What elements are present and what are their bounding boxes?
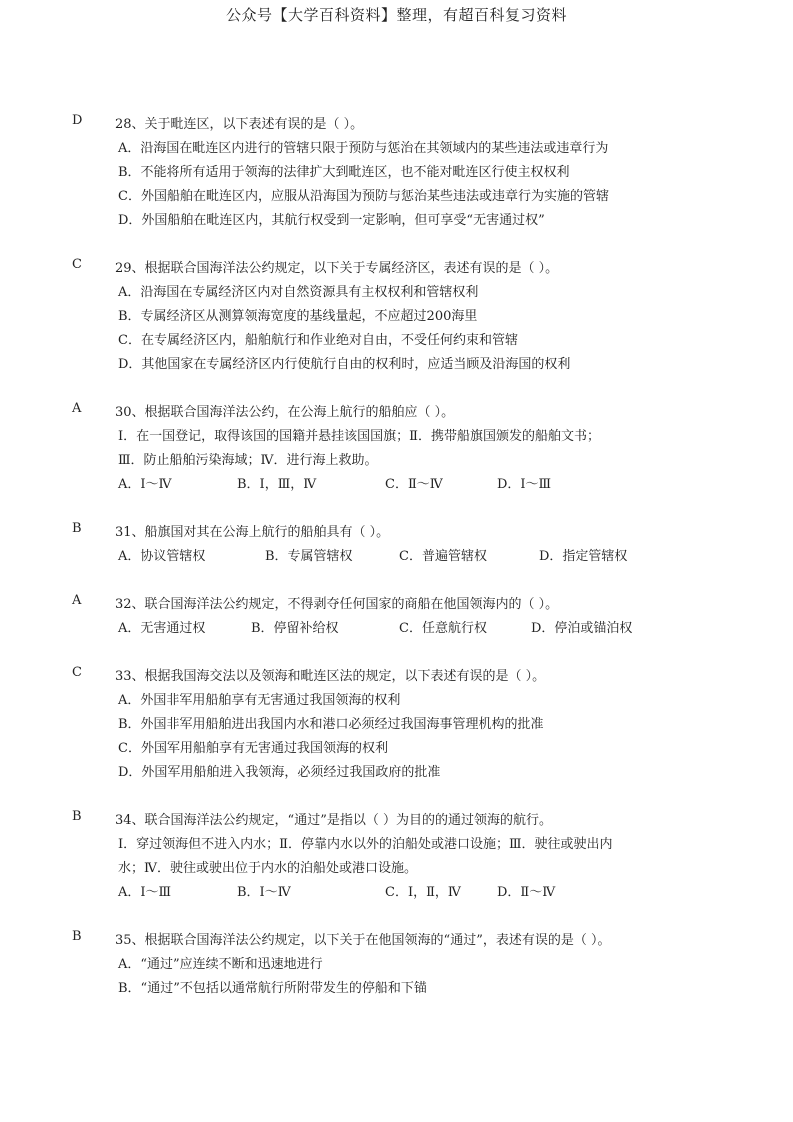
answer-key: B: [72, 521, 82, 536]
option-b: B．专属管辖权: [265, 549, 353, 564]
option-line: D．外国船舶在毗连区内，其航行权受到一定影响，但可享受“无害通过权”: [118, 213, 545, 228]
question-stem: 34、联合国海洋法公约规定，“通过”是指以（ ）为目的的通过领海的航行。: [115, 813, 552, 828]
option-d: D．Ⅰ～Ⅲ: [497, 477, 552, 492]
answer-key: A: [72, 401, 82, 416]
option-c: C．Ⅱ～Ⅳ: [385, 477, 443, 492]
option-c: C．任意航行权: [399, 621, 487, 636]
option-d: D．停泊或锚泊权: [531, 621, 633, 636]
page-header: 公众号【大学百科资料】整理，有超百科复习资料: [225, 6, 567, 24]
option-line: D．其他国家在专属经济区内行使航行自由的权利时，应适当顾及沿海国的权利: [118, 357, 571, 372]
statement-line: Ⅰ．穿过领海但不进入内水；Ⅱ．停靠内水以外的泊船处或港口设施；Ⅲ．驶往或驶出内: [118, 837, 613, 852]
option-b: B．停留补给权: [251, 621, 339, 636]
option-c: C．普遍管辖权: [399, 549, 487, 564]
option-line: A．外国非军用船舶享有无害通过我国领海的权利: [118, 693, 401, 708]
statement-line: Ⅰ．在一国登记，取得该国的国籍并悬挂该国国旗；Ⅱ．携带船旗国颁发的船舶文书；: [118, 429, 600, 444]
option-line: A．沿海国在专属经济区内对自然资源具有主权权利和管辖权利: [118, 285, 479, 300]
answer-key: B: [72, 929, 82, 944]
option-b: B．Ⅰ～Ⅳ: [237, 885, 291, 900]
option-line: B．不能将所有适用于领海的法律扩大到毗连区，也不能对毗连区行使主权权利: [118, 165, 570, 180]
option-line: A．沿海国在毗连区内进行的管辖只限于预防与惩治在其领域内的某些违法或违章行为: [118, 141, 609, 156]
option-line: C．外国军用船舶享有无害通过我国领海的权利: [118, 741, 388, 756]
option-a: A．Ⅰ～Ⅳ: [118, 477, 172, 492]
answer-key: C: [72, 257, 82, 272]
option-a: A．协议管辖权: [118, 549, 206, 564]
answer-key: B: [72, 809, 82, 824]
question-stem: 33、根据我国海交法以及领海和毗连区法的规定，以下表述有误的是（ ）。: [115, 669, 546, 684]
question-stem: 30、根据联合国海洋法公约，在公海上航行的船舶应（ ）。: [115, 405, 455, 420]
question-stem: 28、关于毗连区，以下表述有误的是（ ）。: [115, 117, 364, 132]
statement-line: Ⅲ．防止船舶污染海域；Ⅳ．进行海上救助。: [118, 453, 378, 468]
question-stem: 32、联合国海洋法公约规定，不得剥夺任何国家的商船在他国领海内的（ ）。: [115, 597, 559, 612]
option-line: B．专属经济区从测算领海宽度的基线量起，不应超过200海里: [118, 309, 478, 324]
question-stem: 35、根据联合国海洋法公约规定，以下关于在他国领海的“通过”，表述有误的是（ ）。: [115, 933, 611, 948]
option-a: A．Ⅰ～Ⅲ: [118, 885, 172, 900]
option-line: D．外国军用船舶进入我领海，必须经过我国政府的批准: [118, 765, 441, 780]
option-c: C．Ⅰ，Ⅱ，Ⅳ: [385, 885, 461, 900]
answer-key: D: [72, 113, 83, 128]
option-d: D．指定管辖权: [539, 549, 628, 564]
option-line: B．“通过”不包括以通常航行所附带发生的停船和下锚: [118, 981, 427, 996]
statement-line: 水；Ⅳ．驶往或驶出位于内水的泊船处或港口设施。: [118, 861, 417, 876]
option-b: B．Ⅰ，Ⅲ，Ⅳ: [237, 477, 317, 492]
option-line: B．外国非军用船舶进出我国内水和港口必须经过我国海事管理机构的批准: [118, 717, 544, 732]
option-line: A．“通过”应连续不断和迅速地进行: [118, 957, 323, 972]
option-line: C．在专属经济区内，船舶航行和作业绝对自由，不受任何约束和管辖: [118, 333, 518, 348]
option-a: A．无害通过权: [118, 621, 206, 636]
question-stem: 29、根据联合国海洋法公约规定，以下关于专属经济区，表述有误的是（ ）。: [115, 261, 559, 276]
answer-key: C: [72, 665, 82, 680]
answer-key: A: [72, 593, 82, 608]
question-stem: 31、船旗国对其在公海上航行的船舶具有（ ）。: [115, 525, 390, 540]
option-d: D．Ⅱ～Ⅳ: [497, 885, 556, 900]
option-line: C．外国船舶在毗连区内，应服从沿海国为预防与惩治某些违法或违章行为实施的管辖: [118, 189, 609, 204]
